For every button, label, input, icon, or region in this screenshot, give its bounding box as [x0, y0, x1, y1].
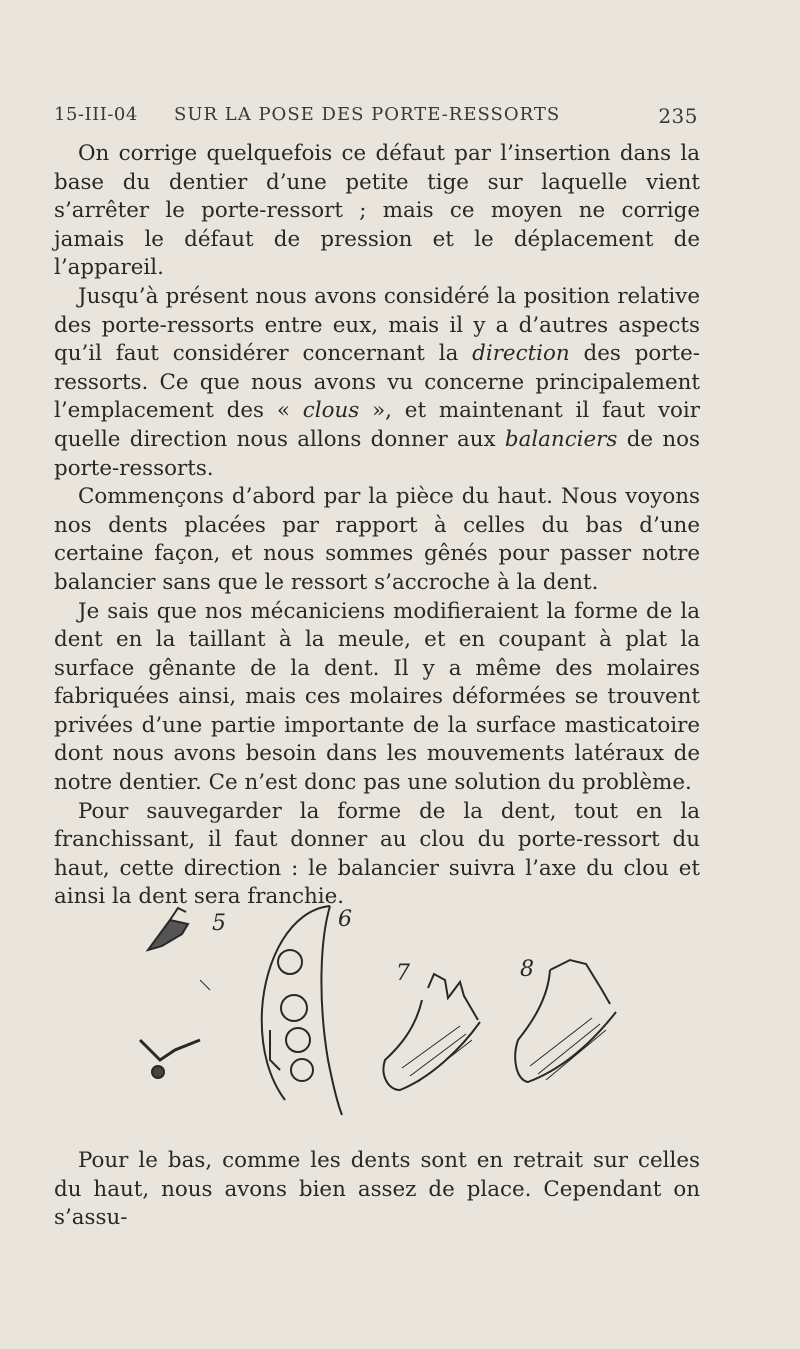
figure-label-5: 5 — [212, 911, 226, 936]
paragraph: Jusqu’à présent nous avons considéré la position relative des porte-ressorts entre eux, mais il y a d’autres aspects qu’il faut considérer concernant la direction des porte-ressorts. Ce que nous avons vu concerne principalement l’emplacement des « clous », et maintenant il faut voir quelle direction nous allons donner aux balanciers de nos porte-ressorts. — [54, 283, 700, 481]
dental-figures — [130, 900, 630, 1125]
header-date: 15-III-04 — [54, 104, 138, 125]
emphasis: clous — [302, 398, 360, 424]
figure-6-drawing — [262, 906, 342, 1115]
figure-label-8: 8 — [520, 957, 534, 982]
figure-label-6: 6 — [338, 907, 352, 932]
header-title: SUR LA POSE DES PORTE-RESSORTS — [174, 104, 561, 125]
emphasis: direction — [472, 341, 570, 367]
figure-label-7: 7 — [396, 961, 410, 986]
figure-5-drawing — [140, 908, 210, 1078]
body-text-continued — [54, 1147, 700, 1233]
running-header — [54, 104, 748, 134]
paragraph: Pour sauvegarder la forme de la dent, tout en la franchissant, il faut donner au clou du porte-ressort du haut, cette direction : le balancier suivra l’axe du clou et ainsi la dent sera franchie. — [54, 798, 700, 910]
emphasis: balanciers — [504, 426, 618, 452]
figure-7-drawing — [383, 974, 480, 1090]
paragraph: On corrige quelquefois ce défaut par l’insertion dans la base du dentier d’une petite tige sur laquelle vient s’arrêter le porte-ressort ; mais ce moyen ne corrige jamais le défaut de pression et le déplacement de l’appareil. — [54, 141, 700, 281]
body-text — [54, 140, 700, 912]
paragraph: Pour le bas, comme les dents sont en retrait sur celles du haut, nous avons bien assez de place. Cependant on s’assu- — [54, 1148, 700, 1231]
page-number: 235 — [658, 104, 698, 128]
paragraph: Je sais que nos mécaniciens modifieraient la forme de la dent en la taillant à la meule, et en coupant à plat la surface gênante de la dent. Il y a même des molaires fabriquées ainsi, mais ces molaires déformées se trouvent privées d’une partie importante de la surface masticatoire dont nous avons besoin dans les mouvements latéraux de notre dentier. Ce n’est donc pas une solution du problème. — [54, 598, 700, 796]
paragraph: Commençons d’abord par la pièce du haut. Nous voyons nos dents placées par rapport à celles du bas d’une certaine façon, et nous sommes gênés pour passer notre balancier sans que le ressort s’accroche à la dent. — [54, 484, 700, 595]
